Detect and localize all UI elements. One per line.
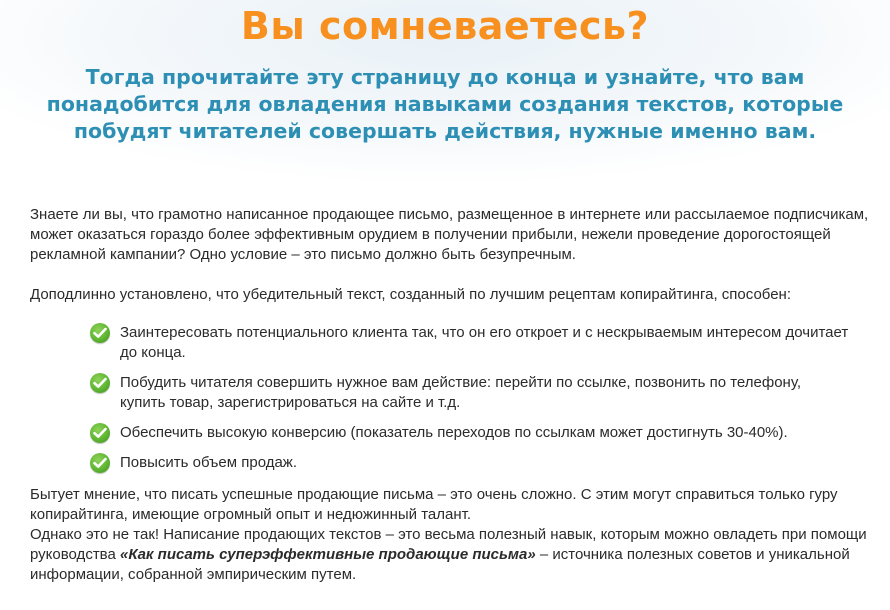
list-item [90, 323, 850, 363]
list-item-text: Заинтересовать потенциального клиента так, что он его откроет и с нескрываемым интересом дочитает до конца. [120, 324, 849, 361]
guide-text-after: – источника полезных советов и уникальной информации, собранной эмпирическим путем. [30, 546, 850, 583]
guide-title-emphasis: «Как писать суперэффективные продающие письма» [120, 546, 536, 563]
check-icon [90, 453, 110, 473]
myth-paragraph: Бытует мнение, что писать успешные продающие письма – это очень сложно. С этим могут справиться только гуру копирайтинга, имеющие огромный опыт и недюжинный талант. [30, 486, 838, 523]
page-title: Вы сомневаетесь? [240, 4, 650, 48]
guide-paragraph [30, 525, 870, 585]
check-icon [90, 373, 110, 393]
hero-banner [0, 0, 890, 200]
page-subtitle: Тогда прочитайте эту страницу до конца и узнайте, что вам понадобится для овладения навыками создания текстов, которые побудят читателей совершать действия, нужные именно вам. [46, 65, 844, 143]
list-item-text: Повысить объем продаж. [120, 454, 298, 471]
list-item-text: Побудить читателя совершить нужное вам действие: перейти по ссылке, позвонить по телефону, купить товар, зарегистрироваться на сайте и т.д. [120, 374, 801, 411]
check-icon [90, 323, 110, 343]
benefits-list [30, 323, 870, 473]
guide-text-before: Однако это не так! Написание продающих текстов – это весьма полезный навык, которым можно овладеть при помощи руководства [30, 526, 867, 563]
list-item [90, 373, 850, 413]
capabilities-intro: Доподлинно установлено, что убедительный текст, созданный по лучшим рецептам копирайтинга, способен: [30, 286, 792, 303]
intro-paragraph: Знаете ли вы, что грамотно написанное продающее письмо, размещенное в интернете или рассылаемое подписчикам, может оказаться гораздо более эффективным орудием в получении прибыли, нежели проведение дорогостоящей рекламной кампании? Одно условие – это письмо должно быть безупречным. [30, 206, 869, 263]
article-body [30, 205, 870, 585]
check-icon [90, 423, 110, 443]
list-item-text: Обеспечить высокую конверсию (показатель переходов по ссылкам может достигнуть 30-40%). [120, 424, 788, 441]
list-item [90, 423, 850, 443]
list-item [90, 453, 850, 473]
